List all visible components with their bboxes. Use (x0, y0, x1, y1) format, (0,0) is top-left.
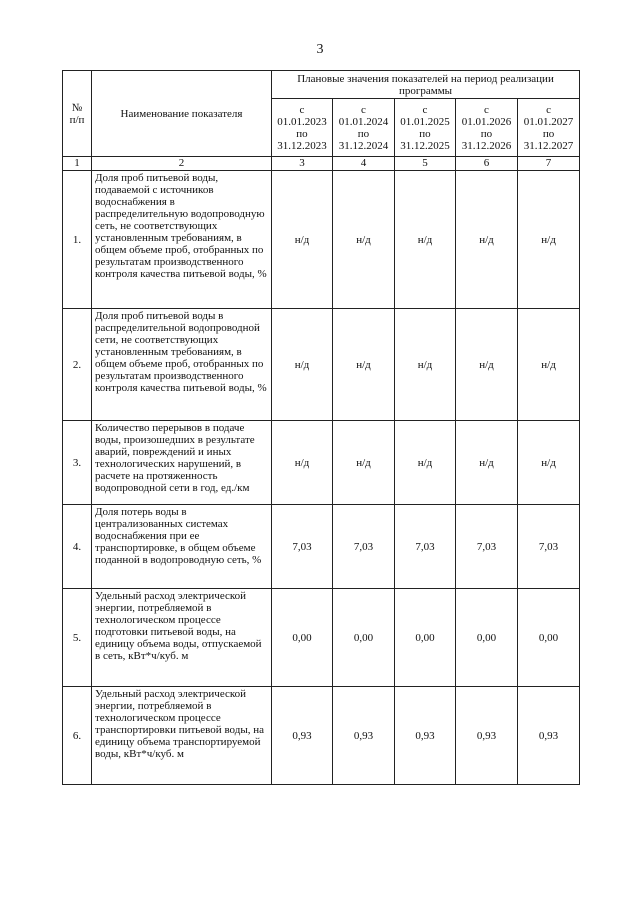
row-number: 3. (63, 421, 92, 505)
indicator-name: Удельный расход электрической энергии, потребляемой в технологическом процессе подготовки питьевой воды, на единицу объема воды, отпускаемой в сеть, кВт*ч/куб. м (92, 589, 272, 687)
table-row (63, 687, 580, 785)
indicator-value: 7,03 (272, 505, 333, 589)
row-number: 4. (63, 505, 92, 589)
header-period-3: с 01.01.2025 по 31.12.2025 (395, 99, 456, 157)
column-index: 4 (333, 157, 395, 171)
indicator-value: 0,00 (456, 589, 518, 687)
indicator-value: н/д (333, 171, 395, 309)
indicators-table (62, 70, 580, 785)
indicator-value: 7,03 (456, 505, 518, 589)
indicator-name: Удельный расход электрической энергии, потребляемой в технологическом процессе транспортировки питьевой воды, на единицу объема транспортируемой воды, кВт*ч/куб. м (92, 687, 272, 785)
indicator-value: 0,93 (456, 687, 518, 785)
indicator-value: н/д (518, 309, 580, 421)
indicator-value: 0,93 (272, 687, 333, 785)
row-number: 6. (63, 687, 92, 785)
column-index: 2 (92, 157, 272, 171)
indicator-value: н/д (518, 421, 580, 505)
column-index: 6 (456, 157, 518, 171)
indicator-value: н/д (456, 171, 518, 309)
indicator-value: 0,93 (333, 687, 395, 785)
header-period-4: с 01.01.2026 по 31.12.2026 (456, 99, 518, 157)
header-period-2: с 01.01.2024 по 31.12.2024 (333, 99, 395, 157)
indicator-value: н/д (395, 309, 456, 421)
table-row (63, 309, 580, 421)
indicator-value: н/д (456, 309, 518, 421)
indicator-value: 7,03 (395, 505, 456, 589)
column-index: 3 (272, 157, 333, 171)
header-num: № п/п (63, 71, 92, 157)
column-index: 7 (518, 157, 580, 171)
row-number: 1. (63, 171, 92, 309)
indicator-name: Доля проб питьевой воды, подаваемой с источников водоснабжения в распределительную водопроводную сеть, не соответствующих установленным требованиям, в общем объеме проб, отобранных по результатам производственного контроля качества питьевой воды, % (92, 171, 272, 309)
indicator-value: н/д (395, 171, 456, 309)
table-row (63, 505, 580, 589)
indicator-value: 0,93 (518, 687, 580, 785)
row-number: 2. (63, 309, 92, 421)
header-period-5: с 01.01.2027 по 31.12.2027 (518, 99, 580, 157)
table-row (63, 589, 580, 687)
indicator-name: Доля проб питьевой воды в распределительной водопроводной сети, не соответствующих установленным требованиям, в общем объеме проб, отобранных по результатам производственного контроля качества питьевой воды, % (92, 309, 272, 421)
indicator-value: 7,03 (518, 505, 580, 589)
indicator-name: Доля потерь воды в централизованных системах водоснабжения при ее транспортировке, в общем объеме поданной в водопроводную сеть, % (92, 505, 272, 589)
indicator-name: Количество перерывов в подаче воды, произошедших в результате аварий, повреждений и иных технологических нарушений, в расчете на протяженность водопроводной сети в год, ед./км (92, 421, 272, 505)
column-index: 1 (63, 157, 92, 171)
indicator-value: н/д (456, 421, 518, 505)
indicator-value: н/д (333, 421, 395, 505)
indicator-value: 0,00 (518, 589, 580, 687)
column-index: 5 (395, 157, 456, 171)
header-planned-values: Плановые значения показателей на период реализации программы (272, 71, 580, 99)
table-row (63, 421, 580, 505)
header-indicator-name: Наименование показателя (92, 71, 272, 157)
row-number: 5. (63, 589, 92, 687)
indicator-value: н/д (518, 171, 580, 309)
indicator-value: н/д (272, 171, 333, 309)
header-period-1: с 01.01.2023 по 31.12.2023 (272, 99, 333, 157)
indicator-value: н/д (395, 421, 456, 505)
indicator-value: 7,03 (333, 505, 395, 589)
indicator-value: 0,00 (395, 589, 456, 687)
table-row (63, 171, 580, 309)
indicator-value: 0,93 (395, 687, 456, 785)
indicator-value: 0,00 (333, 589, 395, 687)
indicator-value: н/д (333, 309, 395, 421)
indicator-value: н/д (272, 309, 333, 421)
indicator-value: н/д (272, 421, 333, 505)
column-index-row (63, 157, 580, 171)
indicator-value: 0,00 (272, 589, 333, 687)
page-number: 3 (316, 42, 324, 57)
